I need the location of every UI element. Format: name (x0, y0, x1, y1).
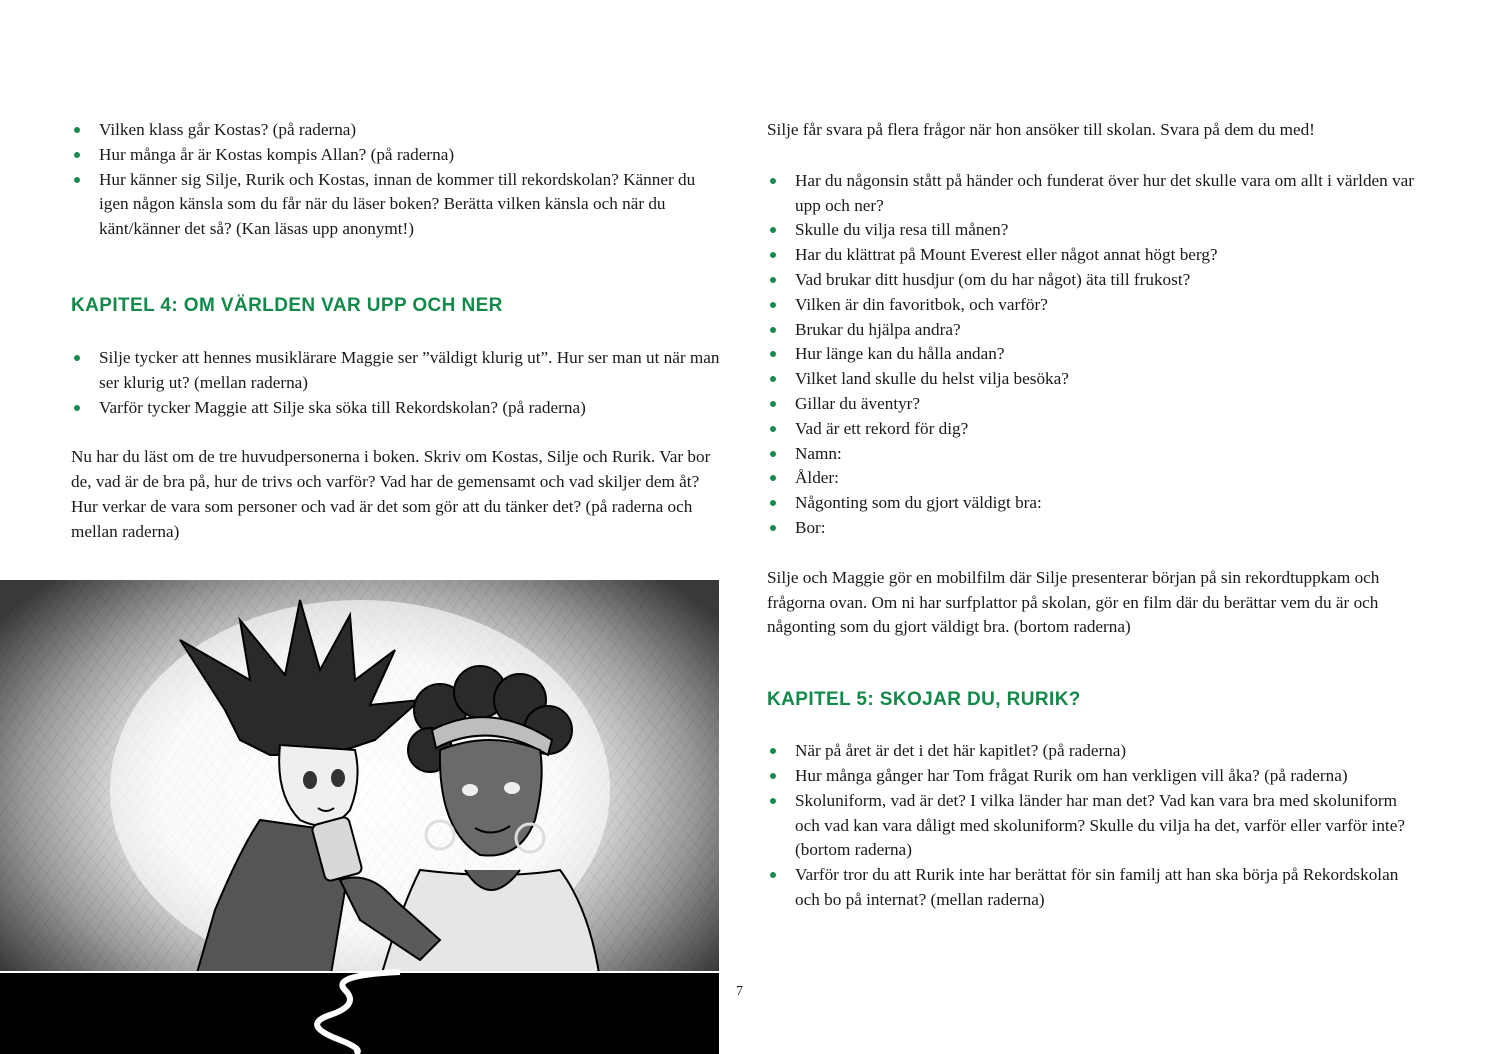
list-item: Har du klättrat på Mount Everest eller något annat högt berg? (767, 243, 1417, 268)
list-item: Har du någonsin stått på händer och funderat över hur det skulle vara om allt i världen var upp och ner? (767, 169, 1417, 219)
list-item: Brukar du hjälpa andra? (767, 318, 1417, 343)
left-column (71, 118, 721, 545)
list-item: Hur känner sig Silje, Rurik och Kostas, innan de kommer till rekordskolan? Känner du igen någon känsla som du får när du läser boken? Berätta vilken känsla och när du känt/känner det så? (Kan läsas upp anonymt!) (71, 168, 721, 242)
question-list (767, 169, 1417, 541)
list-item: Varför tror du att Rurik inte har berättat för sin familj att han ska börja på Rekordskolan och bo på internat? (mellan raderna) (767, 863, 1417, 913)
bullet-list-ch5 (767, 739, 1417, 913)
chapter-5-heading: KAPITEL 5: SKOJAR DU, RURIK? (767, 689, 1081, 711)
list-item: Ålder: (767, 466, 1417, 491)
list-item: Vilken klass går Kostas? (på raderna) (71, 118, 721, 143)
list-item: Hur många år är Kostas kompis Allan? (på raderna) (71, 143, 721, 168)
bullet-list-ch4 (71, 346, 721, 420)
list-item: Skulle du vilja resa till månen? (767, 218, 1417, 243)
list-item: Hur länge kan du hålla andan? (767, 342, 1417, 367)
list-item: Hur många gånger har Tom frågat Rurik om han verkligen vill åka? (på raderna) (767, 764, 1417, 789)
list-item: Namn: (767, 442, 1417, 467)
intro-text: Silje får svara på flera frågor när hon ansöker till skolan. Svara på dem du med! (767, 120, 1315, 139)
right-column (767, 118, 1417, 913)
list-item: Vilket land skulle du helst vilja besöka? (767, 367, 1417, 392)
summary-paragraph: Nu har du läst om de tre huvudpersonerna i boken. Skriv om Kostas, Silje och Rurik. Var bor de, vad är de bra på, hur de trivs och varför? Vad har de gemensamt och vad skiljer dem åt? Hur verkar de vara som personer och vad är det som gör att du tänker det? (på raderna och mellan raderna) (71, 447, 711, 541)
list-item: När på året är det i det här kapitlet? (på raderna) (767, 739, 1417, 764)
list-item: Skoluniform, vad är det? I vilka länder har man det? Vad kan vara bra med skoluniform och vad kan vara dåligt med skoluniform? Skulle du vilja ha det, varför eller varför inte? (bortom raderna) (767, 789, 1417, 863)
list-item: Vad brukar ditt husdjur (om du har något) äta till frukost? (767, 268, 1417, 293)
list-item: Varför tycker Maggie att Silje ska söka till Rekordskolan? (på raderna) (71, 396, 721, 421)
film-paragraph: Silje och Maggie gör en mobilfilm där Silje presenterar början på sin rekordtuppkam och frågorna ovan. Om ni har surfplattor på skolan, gör en film där du berättar vem du är och någonting som du gjort väldigt bra. (bortom raderna) (767, 567, 1380, 637)
list-item: Silje tycker att hennes musiklärare Maggie ser ”väldigt klurig ut”. Hur ser man ut när man ser klurig ut? (mellan raderna) (71, 346, 721, 396)
comic-illustration (0, 580, 719, 1054)
list-item: Bor: (767, 516, 1417, 541)
list-item: Någonting som du gjort väldigt bra: (767, 491, 1417, 516)
page-number: 7 (736, 984, 743, 999)
bullet-list-top (71, 118, 721, 242)
list-item: Vilken är din favoritbok, och varför? (767, 293, 1417, 318)
list-item: Gillar du äventyr? (767, 392, 1417, 417)
list-item: Vad är ett rekord för dig? (767, 417, 1417, 442)
chapter-4-heading: KAPITEL 4: OM VÄRLDEN VAR UPP OCH NER (71, 294, 503, 316)
